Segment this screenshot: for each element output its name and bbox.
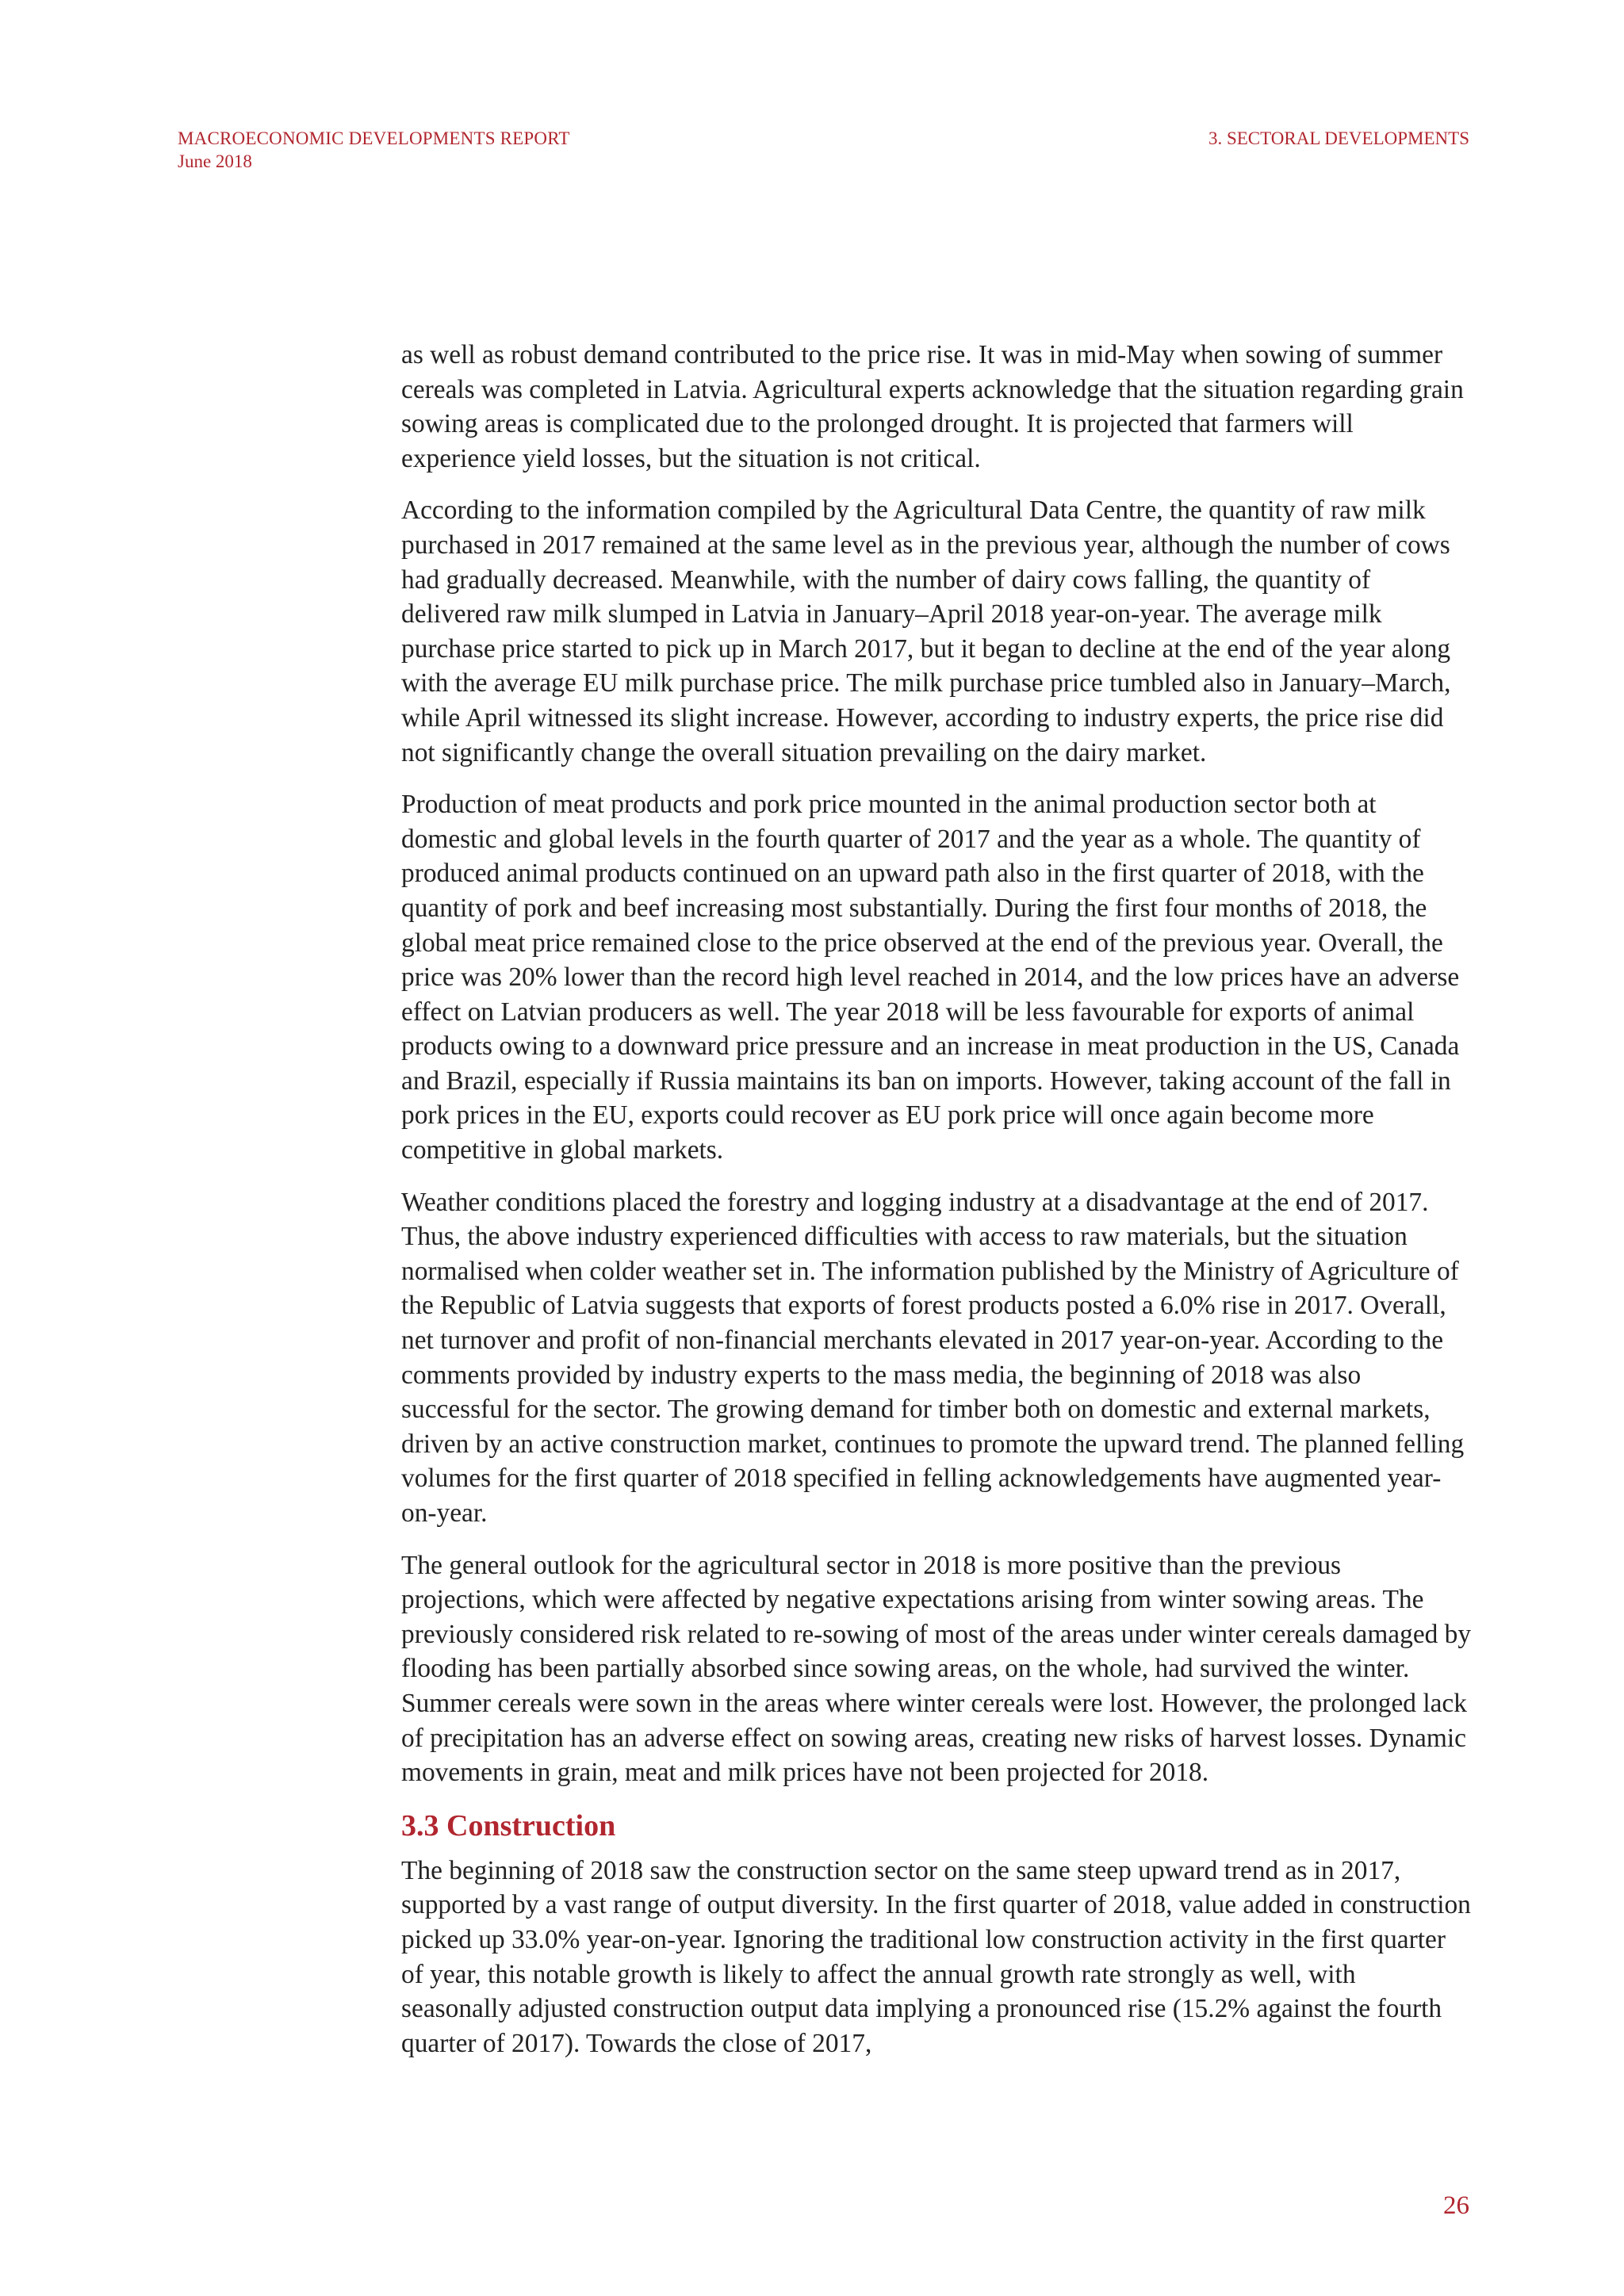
report-date: June 2018 [178, 151, 252, 171]
paragraph-1: as well as robust demand contributed to the price rise. It was in mid-May when sowing of summer cereals was completed in Latvia. Agricultural experts acknowledge that the situation regarding grain sowing areas is complicated due to the prolonged drought. It is projected that farmers will experience yield losses, but the situation is not critical. [401, 340, 1464, 473]
construction-paragraph-1: The beginning of 2018 saw the construction sector on the same steep upward trend as in 2017, supported by a vast range of output diversity. In the first quarter of 2018, value added in construction picked up 33.0% year-on-year. Ignoring the traditional low construction activity in the first quarter of year, this notable growth is likely to affect the annual growth rate strongly as well, with seasonally adjusted construction output data implying a pronounced rise (15.2% against the fourth quarter of 2017). Towards the close of 2017, [401, 1855, 1471, 2058]
page-number: 26 [1443, 2191, 1469, 2220]
section-header: 3. SECTORAL DEVELOPMENTS [1208, 128, 1469, 148]
section-heading-construction: 3.3 Construction [401, 1808, 616, 1843]
paragraph-4: Weather conditions placed the forestry and logging industry at a disadvantage at the end of 2017. Thus, the above industry experienced difficulties with access to raw materials, but the situation normalised when colder weather set in. The information published by the Ministry of Agriculture of the Republic of Latvia suggests that exports of forest products posted a 6.0% rise in 2017. Overall, net turnover and profit of non-financial merchants elevated in 2017 year-on-year. According to the comments provided by industry experts to the mass media, the beginning of 2018 was also successful for the sector. The growing demand for timber both on domestic and external markets, driven by an active construction market, continues to promote the upward trend. The planned felling volumes for the first quarter of 2018 specified in felling acknowledgements have augmented year-on-year. [401, 1187, 1465, 1528]
paragraph-3: Production of meat products and pork price mounted in the animal production sector both at domestic and global levels in the fourth quarter of 2017 and the year as a whole. The quantity of produced animal products continued on an upward path also in the first quarter of 2018, with the quantity of pork and beef increasing most substantially. During the first four months of 2018, the global meat price remained close to the price observed at the end of the previous year. Overall, the price was 20% lower than the record high level reached in 2014, and the low prices have an adverse effect on Latvian producers as well. The year 2018 will be less favourable for exports of animal products owing to a downward price pressure and an increase in meat production in the US, Canada and Brazil, especially if Russia maintains its ban on imports. However, taking account of the fall in pork prices in the EU, exports could recover as EU pork price will once again become more competitive in global markets. [401, 790, 1460, 1165]
main-content [401, 338, 1472, 2078]
paragraph-2: According to the information compiled by the Agricultural Data Centre, the quantity of raw milk purchased in 2017 remained at the same level as in the previous year, although the number of cows had gradually decreased. Meanwhile, with the number of dairy cows falling, the quantity of delivered raw milk slumped in Latvia in January–April 2018 year-on-year. The average milk purchase price started to pick up in March 2017, but it began to decline at the end of the year along with the average EU milk purchase price. The milk purchase price tumbled also in January–March, while April witnessed its slight increase. However, according to industry experts, the price rise did not significantly change the overall situation prevailing on the dairy market. [401, 496, 1451, 767]
paragraph-5: The general outlook for the agricultural sector in 2018 is more positive than the previous projections, which were affected by negative expectations arising from winter sowing areas. The previously considered risk related to re-sowing of most of the areas under winter cereals damaged by flooding has been partially absorbed since sowing areas, on the whole, had survived the winter. Summer cereals were sown in the areas where winter cereals were lost. However, the prolonged lack of precipitation has an adverse effect on sowing areas, creating new risks of harvest losses. Dynamic movements in grain, meat and milk prices have not been projected for 2018. [401, 1550, 1472, 1788]
report-title: MACROECONOMIC DEVELOPMENTS REPORT [178, 128, 570, 148]
report-header [178, 127, 570, 173]
